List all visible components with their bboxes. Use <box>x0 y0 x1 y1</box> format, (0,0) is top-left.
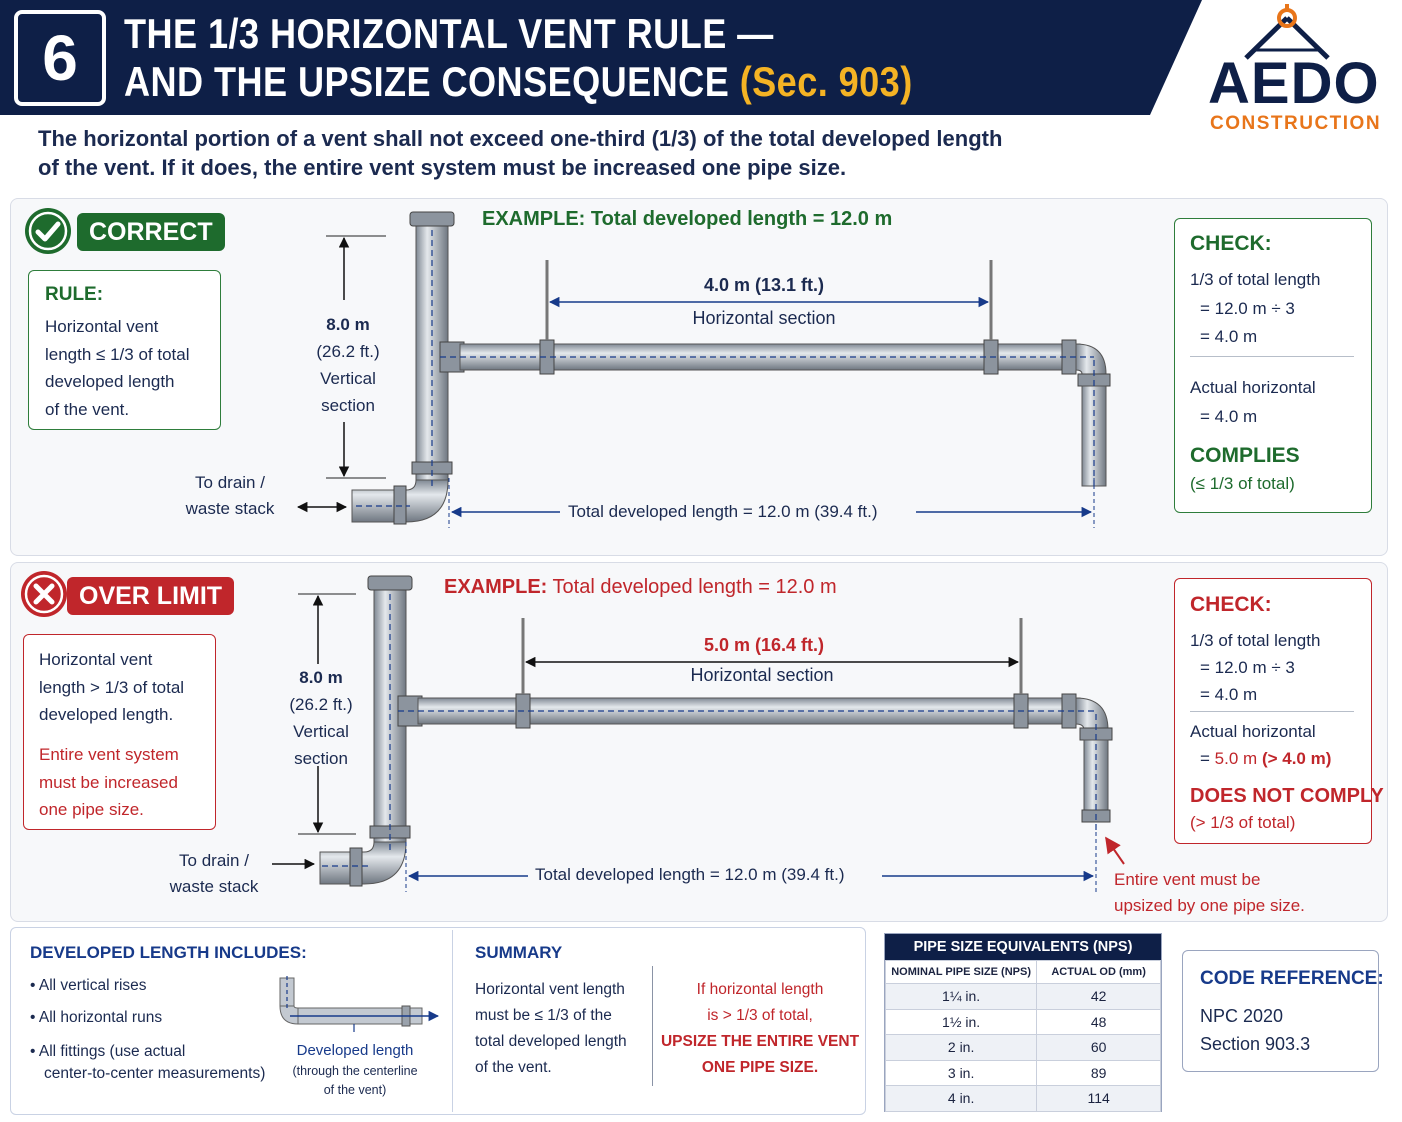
over-vertical-dim: 8.0 m (26.2 ft.) Vertical section <box>289 668 353 768</box>
nps-table-title: PIPE SIZE EQUIVALENTS (NPS) <box>885 934 1161 960</box>
correct-example: EXAMPLE: Total developed length = 12.0 m <box>482 208 893 230</box>
nps-table <box>885 960 1161 1112</box>
correct-check-divider <box>1190 356 1354 357</box>
developed-length-mini-icon <box>272 972 444 1032</box>
section-number: 6 <box>14 10 106 106</box>
correct-check-title: CHECK: <box>1190 232 1272 255</box>
summary-left: Horizontal vent length must be ≤ 1/3 of the total developed length of the vent. <box>475 981 627 1076</box>
code-reference-title: CODE REFERENCE: <box>1200 968 1384 989</box>
nps-col-header: ACTUAL OD (mm) <box>1037 961 1161 984</box>
title-line-2: AND THE UPSIZE CONSEQUENCE (Sec. 903) <box>124 58 913 105</box>
rule-title: RULE: <box>45 284 104 305</box>
includes-title: DEVELOPED LENGTH INCLUDES: <box>30 943 307 962</box>
includes-item: • All fittings (use actual center-to-center measurements) <box>30 1043 266 1082</box>
over-verdict: DOES NOT COMPLY <box>1190 785 1384 807</box>
nps-col-header: NOMINAL PIPE SIZE (NPS) <box>886 961 1037 984</box>
logo-subtitle: CONSTRUCTION <box>1210 113 1382 134</box>
correct-actual-lines: Actual horizontal = 4.0 m <box>1190 378 1316 426</box>
table-row: 1¼ in. 42 <box>886 984 1161 1010</box>
correct-horizontal-label: Horizontal section <box>692 308 836 328</box>
over-example: EXAMPLE: Total developed length = 12.0 m <box>444 576 837 598</box>
developed-length-sub: (through the centerline of the vent) <box>292 1064 418 1097</box>
over-horizontal-dim: 5.0 m (16.4 ft.) <box>703 635 825 655</box>
correct-badge: CORRECT <box>77 213 225 251</box>
over-verdict-sub: (> 1/3 of total) <box>1190 813 1296 832</box>
includes-item: • All vertical rises <box>30 977 147 994</box>
table-row: 1½ in. 48 <box>886 1009 1161 1035</box>
correct-verdict: COMPLIES <box>1190 444 1300 467</box>
over-rule-warning: Entire vent system must be increased one pipe size. <box>39 745 179 819</box>
over-drain-label: To drain / waste stack <box>169 851 259 896</box>
correct-check-lines: 1/3 of total length = 12.0 m ÷ 3 = 4.0 m <box>1190 270 1321 346</box>
upsize-note: Entire vent must be upsized by one pipe size. <box>1114 870 1305 915</box>
correct-horizontal-dim: 4.0 m (13.1 ft.) <box>703 275 825 295</box>
correct-check-box <box>1174 218 1372 513</box>
developed-length-label: Developed length <box>296 1042 414 1059</box>
over-total-label: Total developed length = 12.0 m (39.4 ft.) <box>535 865 845 884</box>
intro-text: The horizontal portion of a vent shall not exceed one-third (1/3) of the total developed length of the vent. If it does, the entire vent system must be increased one pipe size. <box>38 126 1003 180</box>
over-check-lines: 1/3 of total length = 12.0 m ÷ 3 = 4.0 m <box>1190 631 1321 704</box>
summary-title: SUMMARY <box>475 943 563 962</box>
over-rule-text: Horizontal vent length > 1/3 of total developed length. <box>39 650 185 724</box>
bottom-divider <box>452 930 453 1112</box>
summary-divider <box>652 966 653 1086</box>
correct-vertical-dim: 8.0 m (26.2 ft.) Vertical section <box>316 315 380 415</box>
title-section-ref: (Sec. 903) <box>739 58 913 105</box>
over-actual-value: = 5.0 m (> 4.0 m) <box>1200 749 1332 768</box>
table-row: 4 in. 114 <box>886 1086 1161 1112</box>
logo-text: AEDO <box>1208 51 1380 116</box>
table-row: 3 in. 89 <box>886 1060 1161 1086</box>
over-check-divider <box>1190 711 1354 712</box>
includes-item: • All horizontal runs <box>30 1009 163 1026</box>
correct-drain-label: To drain / waste stack <box>185 473 275 518</box>
title-line-1: THE 1/3 HORIZONTAL VENT RULE — <box>124 10 774 57</box>
correct-verdict-sub: (≤ 1/3 of total) <box>1190 474 1295 493</box>
summary-right: If horizontal length is > 1/3 of total, UPSIZE THE ENTIRE VENT ONE PIPE SIZE. <box>660 981 860 1076</box>
over-limit-badge: OVER LIMIT <box>67 577 234 615</box>
over-check-title: CHECK: <box>1190 593 1272 616</box>
table-row: 2 in. 60 <box>886 1035 1161 1061</box>
correct-total-label: Total developed length = 12.0 m (39.4 ft.) <box>568 502 878 521</box>
nps-table-panel <box>884 933 1162 1112</box>
over-actual-label: Actual horizontal <box>1190 722 1316 741</box>
over-horizontal-label: Horizontal section <box>690 665 834 685</box>
rule-text: Horizontal vent length ≤ 1/3 of total developed length of the vent. <box>45 317 190 419</box>
code-reference-text: NPC 2020 Section 903.3 <box>1200 1006 1311 1054</box>
